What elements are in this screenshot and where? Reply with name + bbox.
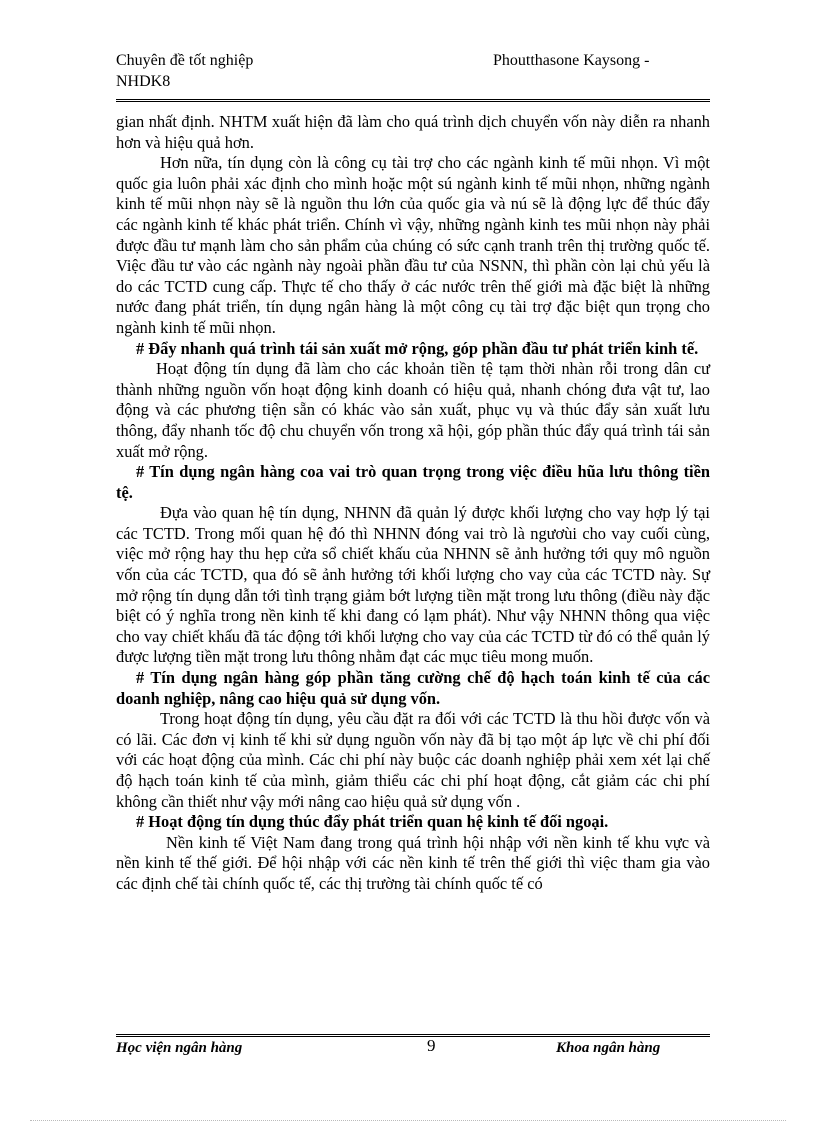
paragraph: Hơn nữa, tín dụng còn là công cụ tài trợ cho các ngành kinh tế mũi nhọn. Vì một quốc gia luôn phải xác định cho mình hoặc một sú ngành kinh tế mũi nhọn, những ngành kinh tế mũi nhọn này sẽ là nguồn thu lớn của quốc gia và nú sẽ là động lực để thúc đẩy các ngành kinh tế khác phát triển. Chính vì vậy, những ngành kinh tes mũi nhọn này phải được đầu tư mạnh làm cho sản phẩm của chúng có sức cạnh tranh trên thị trường quốc tế. Việc đầu tư vào các ngành này ngoài phần đầu tư của NSNN, thì phần còn lại chủ yếu là do các TCTD cung cấp. Thực tế cho thấy ở các nước trên thế giới mà đặc biệt là những nước đang phát triển, tín dụng ngân hàng là một công cụ tài trợ đặc biệt qun trọng cho ngành kinh tế mũi nhọn.	[116, 153, 710, 337]
header-divider	[116, 99, 710, 102]
section-heading: # Hoạt động tín dụng thúc đẩy phát triển quan hệ kinh tế đối ngoại.	[136, 812, 609, 832]
header-class-code: NHDK8	[116, 73, 171, 90]
paragraph: Hoạt động tín dụng đã làm cho các khoản tiền tệ tạm thời nhàn rỗi trong dân cư thành những nguồn vốn hoạt động kinh doanh có hiệu quả, nhanh chóng đưa vật tư, lao động và các phương tiện sẵn có khác vào sản xuất, phục vụ và thúc đẩy sản xuất lưu thông, đẩy nhanh tốc độ chu chuyển vốn trong xã hội, góp phần thúc đẩy quá trình tái sản xuất mở rộng.	[116, 359, 710, 461]
page-body	[116, 112, 710, 895]
header-author: Phoutthasone Kaysong -	[493, 52, 650, 69]
section-heading: # Đẩy nhanh quá trình tái sản xuất mở rộng, góp phần đầu tư phát triển kinh tế.	[136, 338, 699, 358]
header-document-type: Chuyên đề tốt nghiệp	[116, 52, 254, 69]
page-number: 9	[427, 1036, 436, 1055]
footer-institution: Học viện ngân hàng	[116, 1040, 243, 1056]
paragraph: Trong hoạt động tín dụng, yêu cầu đặt ra đối với các TCTD là thu hồi được vốn và có lãi. Các đơn vị kinh tế khi sử dụng nguồn vốn này đã bị tạo một áp lực về chi phí đối với các hoạt động của mình. Các chi phí này buộc các doanh nghiệp phải xem xét lại chế độ hạch toán kinh tế của mình, giảm thiểu các chi phí hoạt động, cắt giảm các chi phí không cần thiết như vậy mới nâng cao hiệu quả sử dụng vốn .	[116, 709, 710, 811]
paragraph: Đựa vào quan hệ tín dụng, NHNN đã quản lý được khối lượng cho vay hợp lý tại các TCTD. Trong mối quan hệ đó thì NHNN đóng vai trò là ngươùi cho vay cuối cùng, việc mở rộng hay thu hẹp cửa sổ chiết khấu của NHNN sẽ ảnh hưởng tới quy mô nguồn vốn của các TCTD, qua đó sẽ ảnh hưởng tới khối lượng cho vay của các TCTD này. Sự mở rộng tín dụng dẫn tới tình trạng giảm bớt lượng tiền mặt trong lưu thông (điều này đặc biệt có ý nghĩa trong nền kinh tế khi đang có lạm phát). Như vậy NHNN thông qua việc cho vay chiết khấu đã tác động tới khối lượng cho vay của các TCTD từ đó có thể quản lý được lượng tiền mặt trong lưu thông nhằm đạt các mục tiêu mong muốn.	[116, 503, 710, 667]
paragraph: Nền kinh tế Việt Nam đang trong quá trình hội nhập với nền kinh tế khu vực và nền kinh tế thế giới. Để hội nhập với các nền kinh tế trên thế giới thì việc tham gia vào các định chế tài chính quốc tế, các thị trường tài chính quốc tế có	[116, 832, 710, 893]
section-heading: # Tín dụng ngân hàng coa vai trò quan trọng trong việc điều hũa lưu thông tiền tệ.	[116, 462, 710, 502]
header-left	[116, 50, 416, 92]
paragraph-continued: gian nhất định. NHTM xuất hiện đã làm cho quá trình dịch chuyển vốn này diễn ra nhanh hơn và hiệu quả hơn.	[116, 112, 710, 152]
footer-department: Khoa ngân hàng	[556, 1040, 661, 1056]
section-heading: # Tín dụng ngân hàng góp phần tăng cường chế độ hạch toán kinh tế của các doanh nghiệp, nâng cao hiệu quả sử dụng vốn.	[116, 668, 710, 708]
page-bottom-border	[30, 1120, 786, 1121]
footer-divider	[116, 1034, 710, 1037]
